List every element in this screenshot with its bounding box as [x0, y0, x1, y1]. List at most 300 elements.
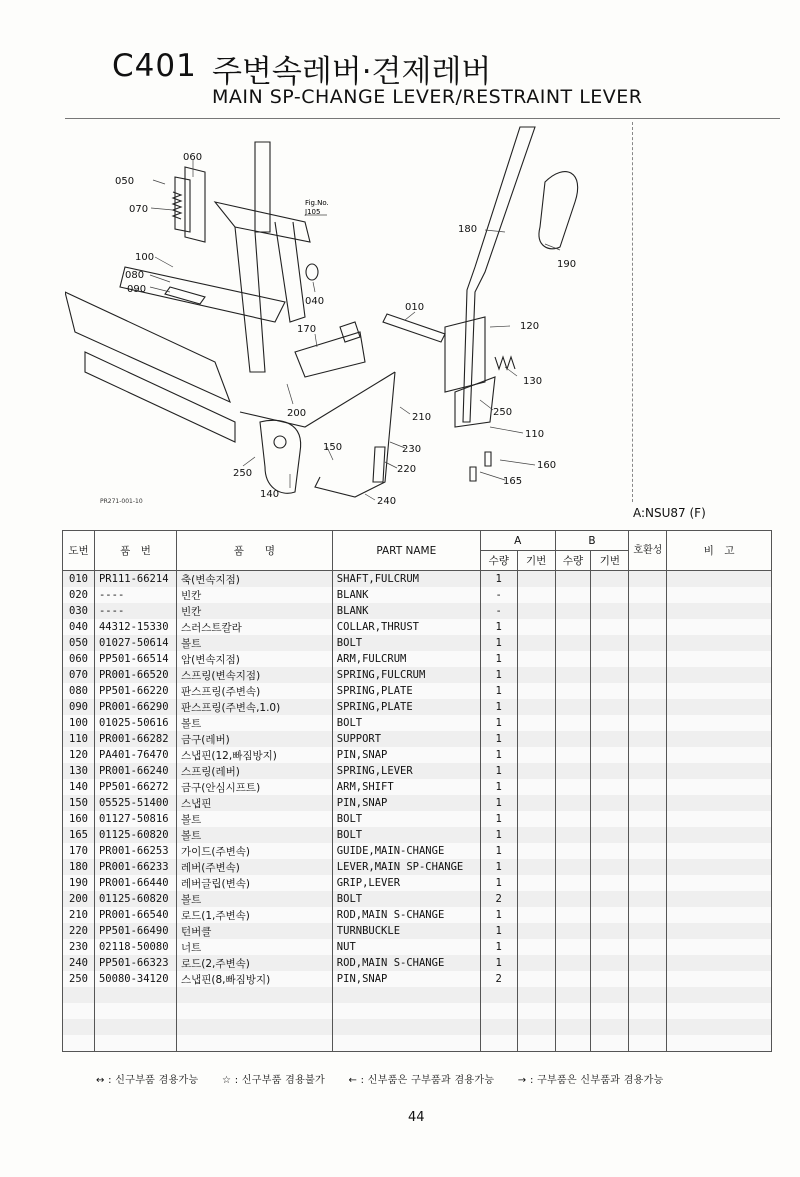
row-name-ko: 레버글립(변속) [176, 875, 332, 891]
row-no: 030 [63, 603, 95, 619]
row-name-ko: 판스프링(주변속,1.0) [176, 699, 332, 715]
row-qty-a: 1 [480, 923, 517, 939]
row-empty-cell [517, 891, 555, 907]
row-empty-cell [94, 1019, 176, 1035]
row-empty-cell [555, 571, 591, 588]
row-part-no: PR001-66520 [94, 667, 176, 683]
row-no: 165 [63, 827, 95, 843]
callout-110: 110 [525, 429, 545, 440]
row-name-en: GRIP,LEVER [332, 875, 480, 891]
row-part-no: 44312-15330 [94, 619, 176, 635]
col-header-base-b: 기번 [591, 551, 629, 571]
row-name-en: BOLT [332, 827, 480, 843]
row-empty-cell [94, 1035, 176, 1052]
row-part-no: 01027-50614 [94, 635, 176, 651]
row-empty-cell [555, 859, 591, 875]
legend-item-compatible: ↔ : 신구부품 겸용가능 [96, 1075, 199, 1086]
fig-no-ref: J105 [305, 208, 321, 216]
row-name-ko: 암(변속지점) [176, 651, 332, 667]
row-qty-a: 1 [480, 859, 517, 875]
row-no: 230 [63, 939, 95, 955]
row-name-ko: 축(변속지점) [176, 571, 332, 588]
row-empty-cell [555, 875, 591, 891]
row-empty-cell [629, 891, 667, 907]
row-empty-cell [591, 923, 629, 939]
row-part-no: PR001-66290 [94, 699, 176, 715]
row-empty-cell [591, 811, 629, 827]
row-empty-cell [517, 795, 555, 811]
row-qty-a: 1 [480, 651, 517, 667]
row-part-no: 05525-51400 [94, 795, 176, 811]
row-empty-cell [667, 891, 772, 907]
callout-080: 080 [125, 270, 145, 281]
row-empty-cell [667, 955, 772, 971]
callout-230: 230 [402, 444, 422, 455]
row-empty-cell [591, 603, 629, 619]
exploded-parts-diagram [65, 122, 635, 507]
row-name-ko: 턴버클 [176, 923, 332, 939]
callout-090: 090 [127, 284, 147, 295]
row-no: 160 [63, 811, 95, 827]
row-empty-cell [517, 955, 555, 971]
row-empty-cell [517, 715, 555, 731]
col-header-remark: 비 고 [667, 531, 772, 571]
row-part-no: PR001-66240 [94, 763, 176, 779]
row-qty-a: 1 [480, 731, 517, 747]
row-empty-cell [555, 763, 591, 779]
row-empty-cell [555, 939, 591, 955]
row-name-en: PIN,SNAP [332, 795, 480, 811]
row-empty-cell [629, 859, 667, 875]
row-qty-a: 1 [480, 667, 517, 683]
row-part-no: PA401-76470 [94, 747, 176, 763]
table-row-blank [63, 1003, 772, 1019]
row-no: 200 [63, 891, 95, 907]
row-empty-cell [555, 891, 591, 907]
row-qty-a: 1 [480, 715, 517, 731]
page-number: 44 [408, 1110, 425, 1125]
col-header-no: 도번 [63, 531, 95, 571]
row-empty-cell [332, 987, 480, 1003]
row-empty-cell [591, 635, 629, 651]
row-empty-cell [332, 1003, 480, 1019]
callout-070: 070 [129, 204, 149, 215]
row-empty-cell [629, 1003, 667, 1019]
row-part-no: PR001-66282 [94, 731, 176, 747]
row-no: 210 [63, 907, 95, 923]
row-empty-cell [517, 987, 555, 1003]
parts-table [62, 530, 772, 1052]
row-qty-a: 1 [480, 571, 517, 588]
row-empty-cell [591, 795, 629, 811]
table-row [63, 715, 772, 731]
row-no: 050 [63, 635, 95, 651]
callout-060: 060 [183, 152, 203, 163]
row-empty-cell [517, 747, 555, 763]
row-part-no: PP501-66272 [94, 779, 176, 795]
row-empty-cell [517, 859, 555, 875]
row-empty-cell [629, 827, 667, 843]
row-name-en: NUT [332, 939, 480, 955]
row-empty-cell [667, 875, 772, 891]
row-no: 090 [63, 699, 95, 715]
callout-150: 150 [323, 442, 343, 453]
row-name-en: BOLT [332, 891, 480, 907]
row-empty-cell [591, 1019, 629, 1035]
row-empty-cell [517, 1019, 555, 1035]
row-part-no: PP501-66490 [94, 923, 176, 939]
row-empty-cell [555, 715, 591, 731]
row-empty-cell [629, 987, 667, 1003]
row-empty-cell [667, 667, 772, 683]
col-header-qty-b: 수량 [555, 551, 591, 571]
table-row [63, 923, 772, 939]
row-empty-cell [629, 635, 667, 651]
row-empty-cell [555, 955, 591, 971]
row-name-en: PIN,SNAP [332, 747, 480, 763]
col-header-compat: 호환성 [629, 531, 667, 571]
row-empty-cell [555, 699, 591, 715]
row-empty-cell [555, 779, 591, 795]
row-empty-cell [591, 875, 629, 891]
row-empty-cell [629, 683, 667, 699]
table-row [63, 795, 772, 811]
row-no: 150 [63, 795, 95, 811]
row-name-en: SPRING,FULCRUM [332, 667, 480, 683]
row-name-en: ROD,MAIN S-CHANGE [332, 955, 480, 971]
callout-170: 170 [297, 324, 317, 335]
row-empty-cell [629, 747, 667, 763]
row-name-ko: 빈칸 [176, 603, 332, 619]
row-empty-cell [591, 715, 629, 731]
row-name-en: BOLT [332, 715, 480, 731]
row-empty-cell [591, 619, 629, 635]
table-row [63, 587, 772, 603]
row-empty-cell [555, 1035, 591, 1052]
row-empty-cell [517, 811, 555, 827]
callout-140: 140 [260, 489, 280, 500]
row-empty-cell [555, 795, 591, 811]
row-qty-a: - [480, 603, 517, 619]
table-row [63, 843, 772, 859]
callout-010: 010 [405, 302, 425, 313]
row-empty-cell [667, 907, 772, 923]
header-divider [65, 118, 780, 119]
row-no: 060 [63, 651, 95, 667]
col-header-qty-a: 수량 [480, 551, 517, 571]
row-empty-cell [629, 795, 667, 811]
row-empty-cell [591, 939, 629, 955]
row-name-ko: 볼트 [176, 635, 332, 651]
row-name-en: ARM,FULCRUM [332, 651, 480, 667]
row-empty-cell [629, 907, 667, 923]
row-empty-cell [591, 699, 629, 715]
row-no: 080 [63, 683, 95, 699]
row-empty-cell [176, 1035, 332, 1052]
row-empty-cell [63, 1035, 95, 1052]
row-empty-cell [667, 699, 772, 715]
table-row [63, 619, 772, 635]
row-empty-cell [591, 955, 629, 971]
fig-no-label: Fig.No. [305, 199, 329, 207]
row-name-en: BOLT [332, 811, 480, 827]
row-qty-a: 2 [480, 891, 517, 907]
row-name-en: GUIDE,MAIN-CHANGE [332, 843, 480, 859]
row-empty-cell [176, 987, 332, 1003]
row-empty-cell [591, 763, 629, 779]
table-row [63, 651, 772, 667]
row-qty-a: 1 [480, 699, 517, 715]
row-qty-a: 1 [480, 795, 517, 811]
table-row [63, 955, 772, 971]
row-empty-cell [555, 1019, 591, 1035]
row-name-en: BLANK [332, 587, 480, 603]
table-row [63, 731, 772, 747]
row-name-en: SPRING,PLATE [332, 699, 480, 715]
table-row [63, 699, 772, 715]
row-empty-cell [667, 1035, 772, 1052]
row-name-ko: 스프링(레버) [176, 763, 332, 779]
col-header-part-no: 품 번 [94, 531, 176, 571]
row-name-en: LEVER,MAIN SP-CHANGE [332, 859, 480, 875]
row-part-no: 01125-60820 [94, 827, 176, 843]
row-empty-cell [517, 635, 555, 651]
row-qty-a: 1 [480, 763, 517, 779]
row-empty-cell [667, 779, 772, 795]
row-empty-cell [667, 827, 772, 843]
row-part-no: PP501-66220 [94, 683, 176, 699]
row-name-ko: 너트 [176, 939, 332, 955]
row-empty-cell [629, 603, 667, 619]
row-empty-cell [667, 651, 772, 667]
model-label: A:NSU87 (F) [633, 506, 706, 520]
row-empty-cell [667, 811, 772, 827]
row-no: 190 [63, 875, 95, 891]
row-empty-cell [667, 843, 772, 859]
row-empty-cell [517, 587, 555, 603]
row-name-ko: 스냅핀(8,빠짐방지) [176, 971, 332, 987]
row-empty-cell [629, 571, 667, 588]
col-header-name-en: PART NAME [332, 531, 480, 571]
diagram-lines [65, 127, 578, 497]
row-empty-cell [591, 571, 629, 588]
row-empty-cell [591, 891, 629, 907]
page-code: C401 [112, 48, 197, 84]
row-qty-a: 1 [480, 875, 517, 891]
legend-item-incompatible: ☆ : 신구부품 겸용불가 [221, 1075, 326, 1086]
row-empty-cell [555, 827, 591, 843]
row-qty-a: 2 [480, 971, 517, 987]
row-part-no: 01127-50816 [94, 811, 176, 827]
row-empty-cell [629, 811, 667, 827]
row-qty-a: 1 [480, 827, 517, 843]
row-empty-cell [591, 747, 629, 763]
row-empty-cell [667, 571, 772, 588]
callout-100: 100 [135, 252, 155, 263]
table-row [63, 939, 772, 955]
row-empty-cell [629, 779, 667, 795]
table-row [63, 971, 772, 987]
col-header-name-ko: 품 명 [176, 531, 332, 571]
callout-250-right: 250 [493, 407, 513, 418]
table-header-row [63, 531, 772, 551]
row-name-en: BLANK [332, 603, 480, 619]
row-name-ko: 금구(레버) [176, 731, 332, 747]
table-row [63, 859, 772, 875]
row-empty-cell [555, 731, 591, 747]
row-empty-cell [629, 699, 667, 715]
row-empty-cell [555, 747, 591, 763]
row-empty-cell [517, 1003, 555, 1019]
row-name-en: SHAFT,FULCRUM [332, 571, 480, 588]
table-row [63, 907, 772, 923]
row-empty-cell [591, 827, 629, 843]
row-empty-cell [591, 1035, 629, 1052]
row-empty-cell [480, 987, 517, 1003]
row-no: 130 [63, 763, 95, 779]
row-empty-cell [667, 747, 772, 763]
table-row [63, 571, 772, 588]
row-empty-cell [555, 587, 591, 603]
row-name-ko: 스냅핀(12,빠짐방지) [176, 747, 332, 763]
row-empty-cell [555, 683, 591, 699]
table-row [63, 635, 772, 651]
row-empty-cell [591, 683, 629, 699]
row-empty-cell [555, 843, 591, 859]
row-empty-cell [517, 571, 555, 588]
row-empty-cell [480, 1003, 517, 1019]
row-empty-cell [517, 843, 555, 859]
legend-item-new-compat: ← : 신부품은 구부품과 겸용가능 [348, 1075, 495, 1086]
table-row [63, 747, 772, 763]
row-empty-cell [591, 987, 629, 1003]
row-empty-cell [629, 1035, 667, 1052]
row-no: 170 [63, 843, 95, 859]
row-empty-cell [591, 667, 629, 683]
row-empty-cell [555, 907, 591, 923]
row-empty-cell [629, 955, 667, 971]
row-part-no: PR001-66233 [94, 859, 176, 875]
row-empty-cell [517, 651, 555, 667]
row-name-ko: 로드(2,주변속) [176, 955, 332, 971]
row-name-ko: 로드(1,주변속) [176, 907, 332, 923]
row-name-ko: 금구(안심시프트) [176, 779, 332, 795]
row-empty-cell [517, 779, 555, 795]
row-empty-cell [94, 1003, 176, 1019]
row-empty-cell [517, 731, 555, 747]
compatibility-legend [96, 1071, 684, 1086]
row-part-no: ---- [94, 587, 176, 603]
callout-220: 220 [397, 464, 417, 475]
row-qty-a: 1 [480, 811, 517, 827]
row-empty-cell [517, 827, 555, 843]
row-no: 110 [63, 731, 95, 747]
callout-210: 210 [412, 412, 432, 423]
row-empty-cell [667, 619, 772, 635]
callout-190: 190 [557, 259, 577, 270]
row-empty-cell [629, 875, 667, 891]
row-qty-a: - [480, 587, 517, 603]
row-empty-cell [667, 763, 772, 779]
row-part-no: 50080-34120 [94, 971, 176, 987]
row-qty-a: 1 [480, 635, 517, 651]
row-empty-cell [555, 987, 591, 1003]
row-name-en: SPRING,PLATE [332, 683, 480, 699]
row-no: 250 [63, 971, 95, 987]
callout-240: 240 [377, 496, 397, 507]
row-qty-a: 1 [480, 907, 517, 923]
row-part-no: PR001-66540 [94, 907, 176, 923]
row-no: 140 [63, 779, 95, 795]
table-row [63, 875, 772, 891]
row-empty-cell [629, 667, 667, 683]
callout-120: 120 [520, 321, 540, 332]
row-empty-cell [591, 1003, 629, 1019]
callout-250-left: 250 [233, 468, 253, 479]
page-title-english: MAIN SP-CHANGE LEVER/RESTRAINT LEVER [212, 86, 643, 108]
row-empty-cell [480, 1019, 517, 1035]
row-empty-cell [517, 971, 555, 987]
row-empty-cell [555, 603, 591, 619]
page-title-korean: 주변속레버·견제레버 [212, 54, 492, 90]
row-name-en: ARM,SHIFT [332, 779, 480, 795]
row-no: 100 [63, 715, 95, 731]
table-row [63, 891, 772, 907]
row-name-ko: 스프링(변속지점) [176, 667, 332, 683]
row-empty-cell [629, 715, 667, 731]
row-empty-cell [63, 1003, 95, 1019]
row-empty-cell [555, 619, 591, 635]
row-empty-cell [667, 635, 772, 651]
row-empty-cell [517, 699, 555, 715]
row-empty-cell [667, 795, 772, 811]
row-part-no: 02118-50080 [94, 939, 176, 955]
row-name-ko: 가이드(주변속) [176, 843, 332, 859]
row-name-en: PIN,SNAP [332, 971, 480, 987]
row-part-no: 01025-50616 [94, 715, 176, 731]
row-name-ko: 빈칸 [176, 587, 332, 603]
row-empty-cell [629, 843, 667, 859]
row-empty-cell [517, 603, 555, 619]
row-empty-cell [555, 923, 591, 939]
row-empty-cell [667, 1019, 772, 1035]
table-row [63, 763, 772, 779]
row-no: 010 [63, 571, 95, 588]
table-row [63, 667, 772, 683]
row-part-no: PP501-66514 [94, 651, 176, 667]
row-empty-cell [629, 651, 667, 667]
row-empty-cell [667, 987, 772, 1003]
row-empty-cell [555, 635, 591, 651]
table-row-blank [63, 1019, 772, 1035]
row-part-no: PR111-66214 [94, 571, 176, 588]
col-header-base-a: 기번 [517, 551, 555, 571]
row-empty-cell [667, 715, 772, 731]
row-name-en: SUPPORT [332, 731, 480, 747]
row-empty-cell [555, 667, 591, 683]
row-name-en: BOLT [332, 635, 480, 651]
callout-200: 200 [287, 408, 307, 419]
row-empty-cell [63, 987, 95, 1003]
row-empty-cell [629, 619, 667, 635]
row-empty-cell [517, 875, 555, 891]
row-empty-cell [591, 843, 629, 859]
row-empty-cell [591, 651, 629, 667]
row-name-ko: 판스프링(주변속) [176, 683, 332, 699]
row-empty-cell [629, 1019, 667, 1035]
table-row [63, 811, 772, 827]
row-empty-cell [629, 971, 667, 987]
